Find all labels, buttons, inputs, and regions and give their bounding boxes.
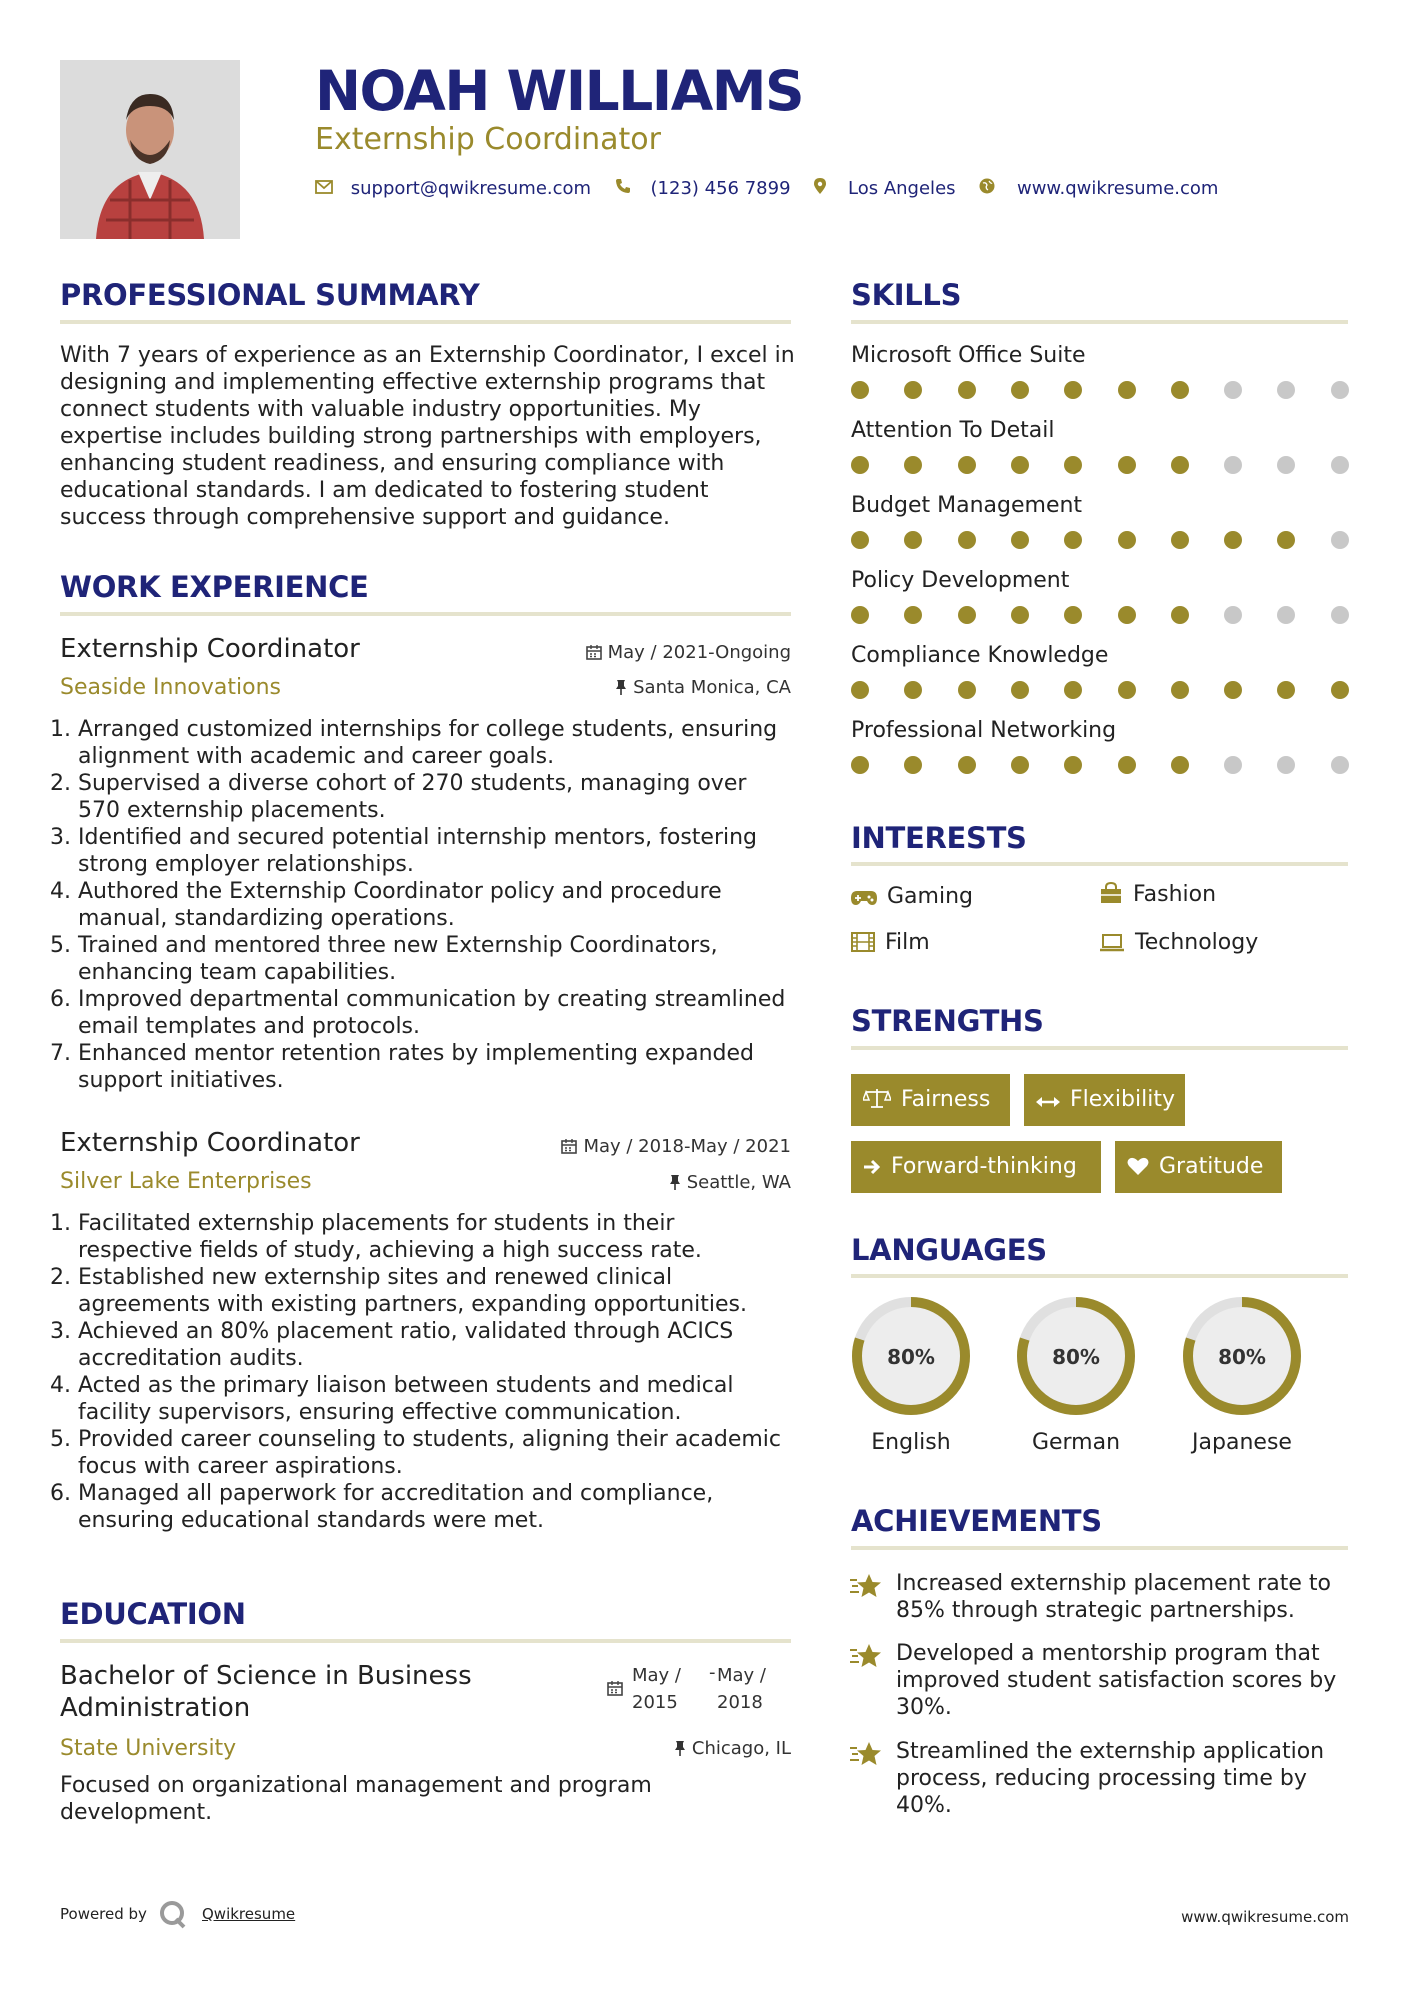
candidate-name: NOAH WILLIAMS — [315, 59, 804, 123]
contact-phone: (123) 456 7899 — [650, 178, 791, 199]
list-item: 2. Established new externship sites and renewed clinical agreements with existing partners, expanding opportunities. — [78, 1264, 795, 1318]
strengths-heading: STRENGTHS — [851, 1004, 1044, 1038]
skills-heading: SKILLS — [851, 278, 962, 312]
achievement-item: Increased externship placement rate to 85% through strategic partnerships. — [896, 1571, 1331, 1623]
skill-dot-filled — [1171, 456, 1189, 474]
skill-dot-filled — [1011, 681, 1029, 699]
film-icon — [851, 930, 885, 955]
profile-photo — [60, 60, 240, 239]
job-1-dates: May / 2021-Ongoing — [586, 642, 791, 663]
strength-gratitude: Gratitude — [1115, 1141, 1282, 1193]
footer-website[interactable]: www.qwikresume.com — [1181, 1908, 1349, 1926]
footer-powered-by: Powered by — [60, 1905, 147, 1923]
skill-dot-filled — [851, 756, 869, 774]
globe-icon — [979, 178, 995, 199]
job-1-company: Seaside Innovations — [60, 675, 281, 700]
svg-text:80%: 80% — [1218, 1345, 1266, 1369]
skill-name: Budget Management — [851, 493, 1083, 518]
skill-dot-filled — [1064, 606, 1082, 624]
education-school: State University — [60, 1736, 237, 1761]
skill-dot-filled — [1064, 381, 1082, 399]
education-end-date: May / 2018 — [717, 1665, 766, 1713]
skill-dot-empty — [1277, 756, 1295, 774]
calendar-icon — [586, 642, 608, 663]
date-separator: - — [709, 1662, 716, 1683]
envelope-icon — [315, 178, 333, 199]
language-japanese — [1180, 1294, 1304, 1455]
strength-flexibility: Flexibility — [1024, 1074, 1185, 1126]
svg-text:80%: 80% — [887, 1345, 935, 1369]
interest-gaming: Gaming — [851, 884, 973, 909]
list-item: 3. Achieved an 80% placement ratio, validated through ACICS accreditation audits. — [78, 1318, 795, 1372]
skill-dot-filled — [1118, 381, 1136, 399]
languages-divider — [851, 1274, 1348, 1278]
skill-dot-filled — [1011, 381, 1029, 399]
skill-dot-filled — [1224, 531, 1242, 549]
skill-dot-empty — [1331, 531, 1349, 549]
skill-dot-filled — [904, 381, 922, 399]
skill-dot-filled — [1011, 531, 1029, 549]
qwikresume-logo-icon — [158, 1899, 188, 1933]
skill-dot-filled — [1118, 456, 1136, 474]
calendar-icon — [607, 1680, 623, 1700]
education-location: Chicago, IL — [674, 1738, 791, 1759]
skill-dot-filled — [851, 381, 869, 399]
list-item: 2. Supervised a diverse cohort of 270 students, managing over 570 externship placements. — [78, 770, 795, 824]
language-name: German — [1031, 1430, 1121, 1455]
education-heading: EDUCATION — [60, 1597, 246, 1631]
contact-bar — [315, 178, 1218, 206]
skill-dot-filled — [1331, 681, 1349, 699]
skill-dot-filled — [904, 756, 922, 774]
pushpin-icon — [669, 1172, 687, 1193]
skill-dot-filled — [958, 531, 976, 549]
list-item: 5. Provided career counseling to students, aligning their academic focus with career aspirations. — [78, 1426, 795, 1480]
list-item: 5. Trained and mentored three new Externship Coordinators, enhancing team capabilities. — [78, 932, 795, 986]
job-1-title: Externship Coordinator — [60, 634, 360, 664]
skill-dot-filled — [904, 606, 922, 624]
job-1-location: Santa Monica, CA — [615, 677, 791, 698]
skill-dot-filled — [958, 606, 976, 624]
job-2-dates: May / 2018-May / 2021 — [561, 1136, 791, 1157]
candidate-title: Externship Coordinator — [315, 122, 661, 157]
skill-name: Attention To Detail — [851, 418, 1055, 443]
interests-divider — [851, 862, 1348, 866]
strength-forward-thinking: Forward-thinking — [851, 1141, 1101, 1193]
skill-dot-empty — [1224, 606, 1242, 624]
job-1-responsibilities — [60, 716, 795, 1094]
job-2-company: Silver Lake Enterprises — [60, 1169, 312, 1194]
arrow-right-icon — [863, 1154, 891, 1179]
list-item: 4. Acted as the primary liaison between students and medical facility supervisors, ensuring effective communication. — [78, 1372, 795, 1426]
achievement-item: Streamlined the externship application process, reducing processing time by 40%. — [896, 1739, 1325, 1818]
language-ring — [1180, 1294, 1304, 1418]
arrows-horizontal-icon — [1036, 1087, 1070, 1112]
skill-dot-filled — [1011, 456, 1029, 474]
education-description: Focused on organizational management and program development. — [60, 1773, 652, 1825]
languages-heading: LANGUAGES — [851, 1233, 1047, 1267]
skill-rating — [851, 606, 1347, 626]
skill-rating — [851, 756, 1347, 776]
skill-dot-filled — [1277, 531, 1295, 549]
language-name: Japanese — [1192, 1430, 1292, 1455]
skill-dot-filled — [851, 531, 869, 549]
skill-dot-filled — [1224, 681, 1242, 699]
pushpin-icon — [615, 677, 633, 698]
map-pin-icon — [814, 178, 826, 199]
balance-scale-icon — [863, 1087, 901, 1112]
star-icon — [849, 1740, 883, 1772]
education-degree: Bachelor of Science in Business Administration — [60, 1661, 472, 1723]
interest-fashion: Fashion — [1099, 882, 1216, 907]
skill-dot-filled — [1064, 456, 1082, 474]
job-2-title: Externship Coordinator — [60, 1128, 360, 1158]
heart-icon — [1127, 1154, 1159, 1179]
strengths-divider — [851, 1046, 1348, 1050]
skill-dot-filled — [1064, 756, 1082, 774]
svg-text:80%: 80% — [1052, 1345, 1100, 1369]
skill-dot-filled — [904, 531, 922, 549]
laptop-icon — [1099, 930, 1135, 955]
skill-dot-filled — [851, 456, 869, 474]
language-english — [849, 1294, 973, 1455]
achievement-item: Developed a mentorship program that improved student satisfaction scores by 30%. — [896, 1641, 1337, 1720]
interest-technology: Technology — [1099, 930, 1258, 955]
gamepad-icon — [851, 884, 887, 909]
skill-dot-empty — [1331, 456, 1349, 474]
phone-icon — [615, 178, 631, 199]
skill-dot-filled — [1171, 756, 1189, 774]
summary-text: With 7 years of experience as an Externship Coordinator, I excel in designing and implementing effective externship programs that connect students with valuable industry opportunities. My expertise includes building strong partnerships with employers, enhancing student readiness, and ensuring compliance with educational standards. I am dedicated to fostering student success through comprehensive support and guidance. — [60, 343, 795, 530]
skill-dot-empty — [1277, 381, 1295, 399]
experience-heading: WORK EXPERIENCE — [60, 570, 369, 604]
skill-dot-filled — [1118, 681, 1136, 699]
language-german — [1014, 1294, 1138, 1455]
skill-dot-filled — [1171, 381, 1189, 399]
skill-dot-filled — [1118, 756, 1136, 774]
skill-name: Professional Networking — [851, 718, 1117, 743]
skill-dot-filled — [1011, 606, 1029, 624]
job-2-location: Seattle, WA — [669, 1172, 791, 1193]
skill-dot-filled — [904, 456, 922, 474]
language-ring — [1014, 1294, 1138, 1418]
skill-name: Microsoft Office Suite — [851, 343, 1086, 368]
star-icon — [849, 1572, 883, 1604]
contact-location: Los Angeles — [848, 178, 956, 199]
education-start-date: May / 2015 — [632, 1665, 681, 1713]
skill-rating — [851, 456, 1347, 476]
interest-film: Film — [851, 930, 930, 955]
list-item: 1. Arranged customized internships for college students, ensuring alignment with academic and career goals. — [78, 716, 795, 770]
skills-divider — [851, 320, 1348, 324]
skill-dot-filled — [1118, 531, 1136, 549]
skill-rating — [851, 531, 1347, 551]
footer-brand-link[interactable]: Qwikresume — [202, 1905, 296, 1923]
list-item: 1. Facilitated externship placements for students in their respective fields of study, achieving a high success rate. — [78, 1210, 795, 1264]
skill-dot-empty — [1224, 456, 1242, 474]
skill-dot-empty — [1331, 606, 1349, 624]
star-icon — [849, 1642, 883, 1674]
skill-dot-filled — [1118, 606, 1136, 624]
job-2-responsibilities — [60, 1210, 795, 1534]
skill-dot-filled — [958, 681, 976, 699]
language-ring — [849, 1294, 973, 1418]
language-name: English — [871, 1430, 951, 1455]
interests-heading: INTERESTS — [851, 821, 1027, 855]
achievements-heading: ACHIEVEMENTS — [851, 1504, 1102, 1538]
list-item: 6. Managed all paperwork for accreditation and compliance, ensuring educational standards were met. — [78, 1480, 795, 1534]
list-item: 6. Improved departmental communication by creating streamlined email templates and protocols. — [78, 986, 795, 1040]
skill-dot-empty — [1277, 606, 1295, 624]
list-item: 7. Enhanced mentor retention rates by implementing expanded support initiatives. — [78, 1040, 795, 1094]
education-divider — [60, 1639, 791, 1643]
bag-icon — [1099, 882, 1133, 907]
skill-rating — [851, 681, 1347, 701]
achievements-divider — [851, 1546, 1348, 1550]
summary-heading: PROFESSIONAL SUMMARY — [60, 278, 480, 312]
skill-dot-filled — [1171, 531, 1189, 549]
skill-dot-filled — [851, 606, 869, 624]
skill-dot-empty — [1331, 381, 1349, 399]
skill-dot-filled — [1064, 681, 1082, 699]
list-item: 4. Authored the Externship Coordinator policy and procedure manual, standardizing operations. — [78, 878, 795, 932]
list-item: 3. Identified and secured potential internship mentors, fostering strong employer relationships. — [78, 824, 795, 878]
skill-dot-empty — [1224, 381, 1242, 399]
strength-fairness: Fairness — [851, 1074, 1010, 1126]
skill-name: Policy Development — [851, 568, 1070, 593]
skill-dot-empty — [1331, 756, 1349, 774]
skill-dot-filled — [1064, 531, 1082, 549]
contact-website[interactable]: www.qwikresume.com — [1016, 178, 1219, 199]
experience-divider — [60, 612, 791, 616]
skill-dot-filled — [1011, 756, 1029, 774]
skill-dot-filled — [851, 681, 869, 699]
skill-dot-empty — [1224, 756, 1242, 774]
skill-dot-filled — [958, 456, 976, 474]
summary-divider — [60, 320, 791, 324]
skill-dot-filled — [1171, 606, 1189, 624]
calendar-icon — [561, 1136, 583, 1157]
skill-rating — [851, 381, 1347, 401]
skill-dot-filled — [958, 756, 976, 774]
skill-dot-filled — [1277, 681, 1295, 699]
contact-email[interactable]: support@qwikresume.com — [350, 178, 592, 199]
skill-dot-filled — [904, 681, 922, 699]
skill-dot-filled — [958, 381, 976, 399]
skill-name: Compliance Knowledge — [851, 643, 1109, 668]
skill-dot-filled — [1171, 681, 1189, 699]
skill-dot-empty — [1277, 456, 1295, 474]
pushpin-icon — [674, 1738, 692, 1759]
